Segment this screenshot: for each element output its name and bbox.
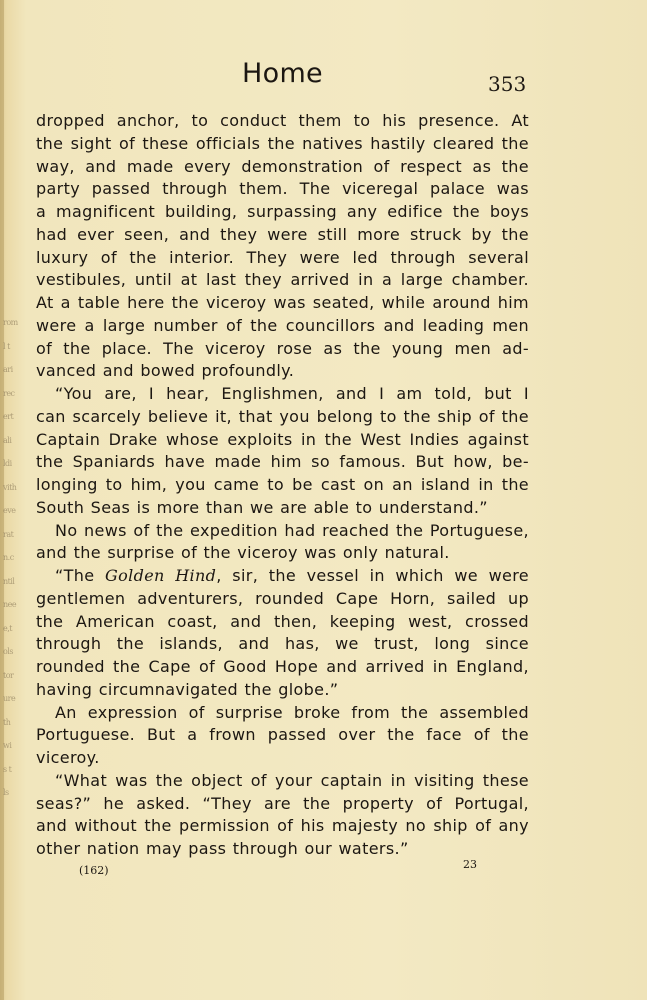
text-line: had ever seen, and they were still more struck by the: [36, 224, 529, 244]
bleed-fragment: ls: [3, 788, 9, 797]
text-line: and the surprise of the viceroy was only natural.: [36, 543, 450, 563]
text-line: having circumnavigated the globe.”: [36, 679, 339, 699]
text-line: were a large number of the councillors and leading men: [36, 315, 529, 335]
bleed-fragment: ols: [3, 647, 13, 656]
gutter-shadow: [0, 0, 4, 1000]
body-text: [36, 110, 529, 861]
italic-ship-name: Golden Hind: [105, 566, 217, 585]
bleed-fragment: l t: [3, 341, 10, 351]
text-line: vestibules, until at last they arrived in a large chamber.: [36, 270, 529, 290]
text-line: At a table here the viceroy was seated, while around him: [36, 293, 529, 312]
text-line: longing to him, you came to be cast on an island in the: [36, 475, 529, 494]
text-line: other nation may pass through our waters.”: [36, 839, 409, 858]
text-line: vanced and bowed profoundly.: [36, 361, 295, 381]
text-line: “The Golden Hind, sir, the vessel in which we were: [55, 566, 529, 585]
bleed-fragment: rom: [3, 318, 18, 327]
text-line: No news of the expedition had reached the Portuguese,: [55, 520, 529, 540]
bleed-fragment: vith: [3, 482, 17, 492]
bleed-fragment: ali: [3, 435, 12, 445]
text-line: a magnificent building, surpassing any edifice the boys: [36, 202, 529, 221]
signature-mark: (162): [79, 864, 109, 877]
text-line: dropped anchor, to conduct them to his presence. At: [36, 111, 529, 130]
bleed-fragment: ure: [3, 694, 16, 703]
bleed-fragment: ert: [3, 412, 14, 421]
bleed-fragment: rec: [3, 388, 15, 398]
text-line: way, and made every demonstration of respect as the: [36, 156, 529, 176]
bleed-fragment: eve: [3, 506, 16, 515]
bleed-fragment: wi: [3, 741, 12, 750]
bleed-fragment: s t: [3, 764, 12, 774]
bleed-fragment: ntil: [3, 576, 15, 586]
bleed-fragment: tor: [3, 670, 14, 680]
text-line: party passed through them. The viceregal palace was: [36, 179, 529, 199]
bleed-fragment: nee: [3, 600, 17, 609]
text-line: the American coast, and then, keeping west, crossed: [36, 611, 529, 631]
text-line: the sight of these officials the natives hastily cleared the: [36, 133, 529, 153]
running-header-title: Home: [242, 58, 323, 89]
text-line: viceroy.: [36, 748, 100, 767]
bleed-fragment: th: [3, 717, 11, 727]
text-line: South Seas is more than we are able to understand.”: [36, 497, 488, 517]
bleed-fragment: ari: [3, 365, 13, 374]
text-line: seas?” he asked. “They are the property of Portugal,: [36, 793, 529, 813]
text-line: and without the permission of his majesty no ship of any: [36, 816, 529, 836]
text-line: “What was the object of your captain in visiting these: [55, 770, 529, 790]
text-line: of the place. The viceroy rose as the young men ad-: [36, 338, 529, 358]
text-line: Portuguese. But a frown passed over the face of the: [36, 725, 529, 745]
bleed-fragment: ldi: [3, 459, 12, 468]
text-line: can scarcely believe it, that you belong to the ship of the: [36, 406, 529, 426]
text-line: gentlemen adventurers, rounded Cape Horn, sailed up: [36, 588, 529, 608]
bleed-fragment: rat: [3, 529, 14, 539]
text-line: through the islands, and has, we trust, long since: [36, 634, 529, 654]
text-line: “You are, I hear, Englishmen, and I am told, but I: [55, 384, 529, 403]
text-line: the Spaniards have made him so famous. But how, be-: [36, 452, 529, 472]
bleed-fragment: n.c: [3, 553, 14, 562]
bleed-fragment: e,t: [3, 623, 12, 633]
text-line: An expression of surprise broke from the assembled: [55, 702, 529, 722]
page-number: 353: [488, 72, 527, 96]
sheet-number: 23: [463, 858, 477, 871]
text-line: Captain Drake whose exploits in the West Indies against: [36, 429, 529, 449]
text-line: rounded the Cape of Good Hope and arrived in England,: [36, 657, 529, 676]
text-line: luxury of the interior. They were led through several: [36, 247, 529, 267]
